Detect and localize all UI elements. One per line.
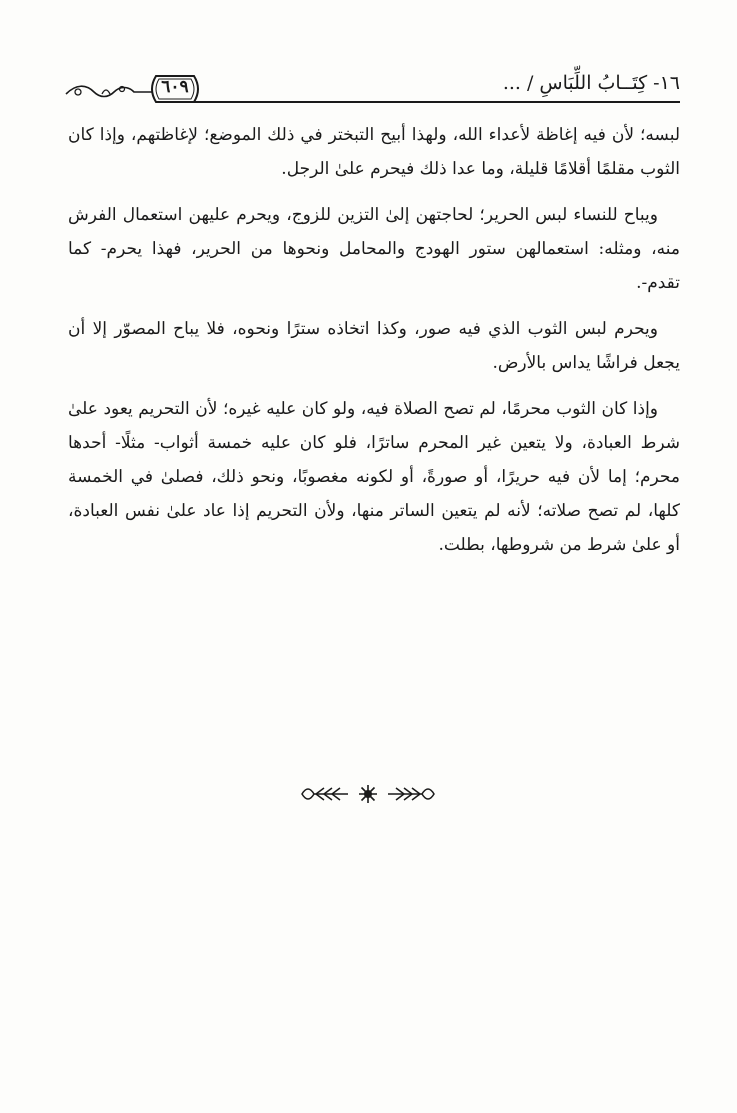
page-number-badge <box>146 74 204 104</box>
header-rule <box>188 101 680 103</box>
paragraph: لبسه؛ لأن فيه إغاظة لأعداء الله، ولهذا أبيح التبختر في ذلك الموضع؛ لإغاظتهم، وإذا كان الثوب مقلمًا أقلامًا قليلة، وما عدا ذلك فيحرم علىٰ الرجل. <box>68 125 680 179</box>
paragraph: وإذا كان الثوب محرمًا، لم تصح الصلاة فيه، ولو كان عليه غيره؛ لأن التحريم يعود علىٰ شرط العبادة، ولا يتعين غير المحرم ساترًا، فلو كان عليه خمسة أثواب- مثلًا- أحدها محرم؛ إما لأن فيه حريرًا، أو صورةً، أو لكونه مغصوبًا، ونحو ذلك، فصلىٰ في الخمسة كلها، لم تصح صلاته؛ لأنه لم يتعين الساتر منها، ولأن التحريم إذا عاد علىٰ نفس العبادة، أو علىٰ شرط من شروطها، بطلت. <box>68 399 680 555</box>
flourish-ornament-icon <box>64 80 154 104</box>
section-divider-ornament-icon <box>298 782 438 806</box>
running-header <box>60 70 680 110</box>
paragraph: ويحرم لبس الثوب الذي فيه صور، وكذا اتخاذه سترًا ونحوه، فلا يباح المصوّر إلا أن يجعل فراشًا يداس بالأرض. <box>68 319 680 373</box>
chapter-title: ١٦- كِتَــابُ اللِّبَاسِ / ... <box>502 72 680 94</box>
body-text <box>68 118 680 574</box>
paragraph: ويباح للنساء لبس الحرير؛ لحاجتهن إلىٰ التزين للزوج، ويحرم عليهن استعمال الفرش منه، ومثله: استعمالهن ستور الهودج والمحامل ونحوها من الحرير، فهذا يحرم- كما تقدم-. <box>68 205 680 293</box>
page-number: ٦٠٩ <box>161 77 189 97</box>
